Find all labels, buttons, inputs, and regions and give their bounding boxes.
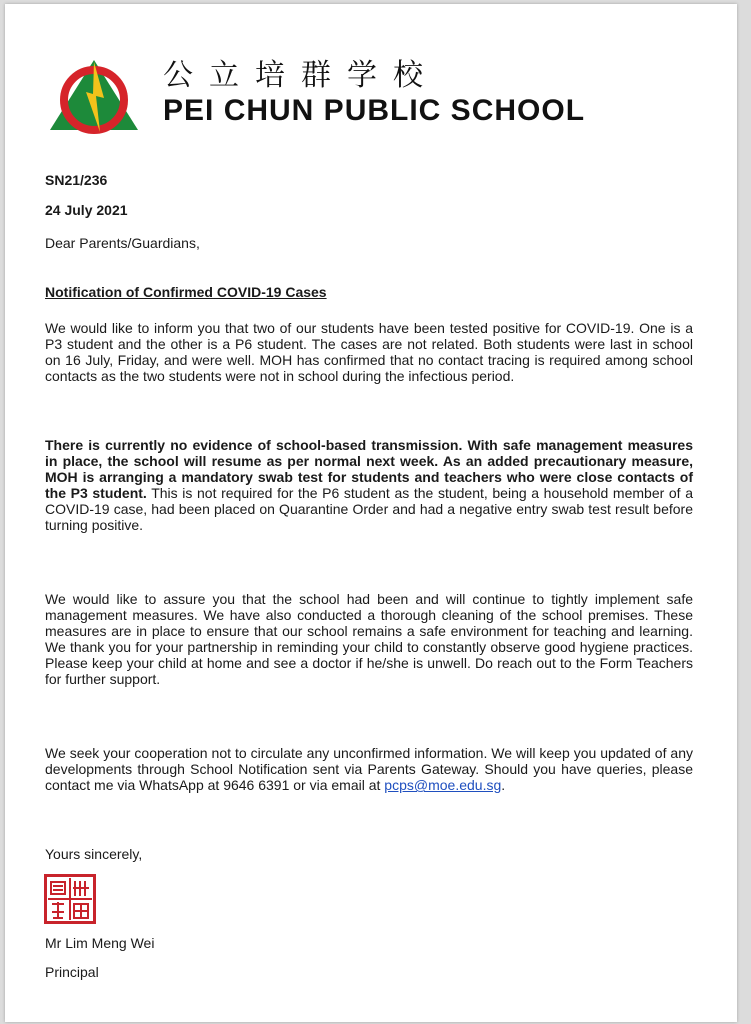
- paragraph-2-bold: There is currently no evidence of school-based transmission. With safe management measures in place, the school will resume as per normal next week. As an added precautionary measure, MOH is arranging a mandatory swab test for students and teachers who were close contacts of the P3 student.: [45, 437, 693, 502]
- school-name-english: PEI CHUN PUBLIC SCHOOL: [163, 94, 586, 127]
- letter-heading: Notification of Confirmed COVID-19 Cases: [45, 284, 327, 300]
- paragraph-4: [45, 745, 693, 793]
- paragraph-1: We would like to inform you that two of our students have been tested positive for COVID-19. One is a P3 student and the other is a P6 student. The cases are not related. Both students were last in school on 16 July, Friday, and were well. MOH has confirmed that no contact tracing is required among school contacts as the two students were not in school during the infectious period.: [45, 320, 693, 385]
- signer-name: Mr Lim Meng Wei: [45, 935, 155, 951]
- reference-number: SN21/236: [45, 172, 108, 188]
- salutation: Dear Parents/Guardians,: [45, 235, 200, 251]
- school-logo-icon: [46, 52, 142, 136]
- closing: Yours sincerely,: [45, 846, 143, 862]
- signer-role: Principal: [45, 964, 99, 980]
- signature-seal-icon: [44, 874, 96, 924]
- school-name-chinese: 公立培群学校: [163, 58, 439, 93]
- paragraph-4-end: .: [501, 777, 506, 794]
- paragraph-3: We would like to assure you that the school had been and will continue to tightly implement safe management measures. We have also conducted a thorough cleaning of the school premises. These measures are in place to ensure that our school remains a safe environment for teaching and learning. We thank you for your partnership in reminding your child to constantly observe good hygiene practices. Please keep your child at home and see a doctor if he/she is unwell. Do reach out to the Form Teachers for further support.: [45, 591, 693, 688]
- paragraph-2-rest: This is not required for the P6 student as the student, being a household member of a COVID-19 case, had been placed on Quarantine Order and had a negative entry swab test result before turning positive.: [45, 485, 693, 534]
- paragraph-4-text: We seek your cooperation not to circulate any unconfirmed information. We will keep you updated of any developments through School Notification sent via Parents Gateway. Should you have queries, please contact me via WhatsApp at 9646 6391 or via email at: [45, 745, 693, 794]
- letter-date: 24 July 2021: [45, 202, 128, 218]
- email-link[interactable]: pcps@moe.edu.sg: [384, 777, 502, 794]
- paragraph-2: [45, 437, 693, 534]
